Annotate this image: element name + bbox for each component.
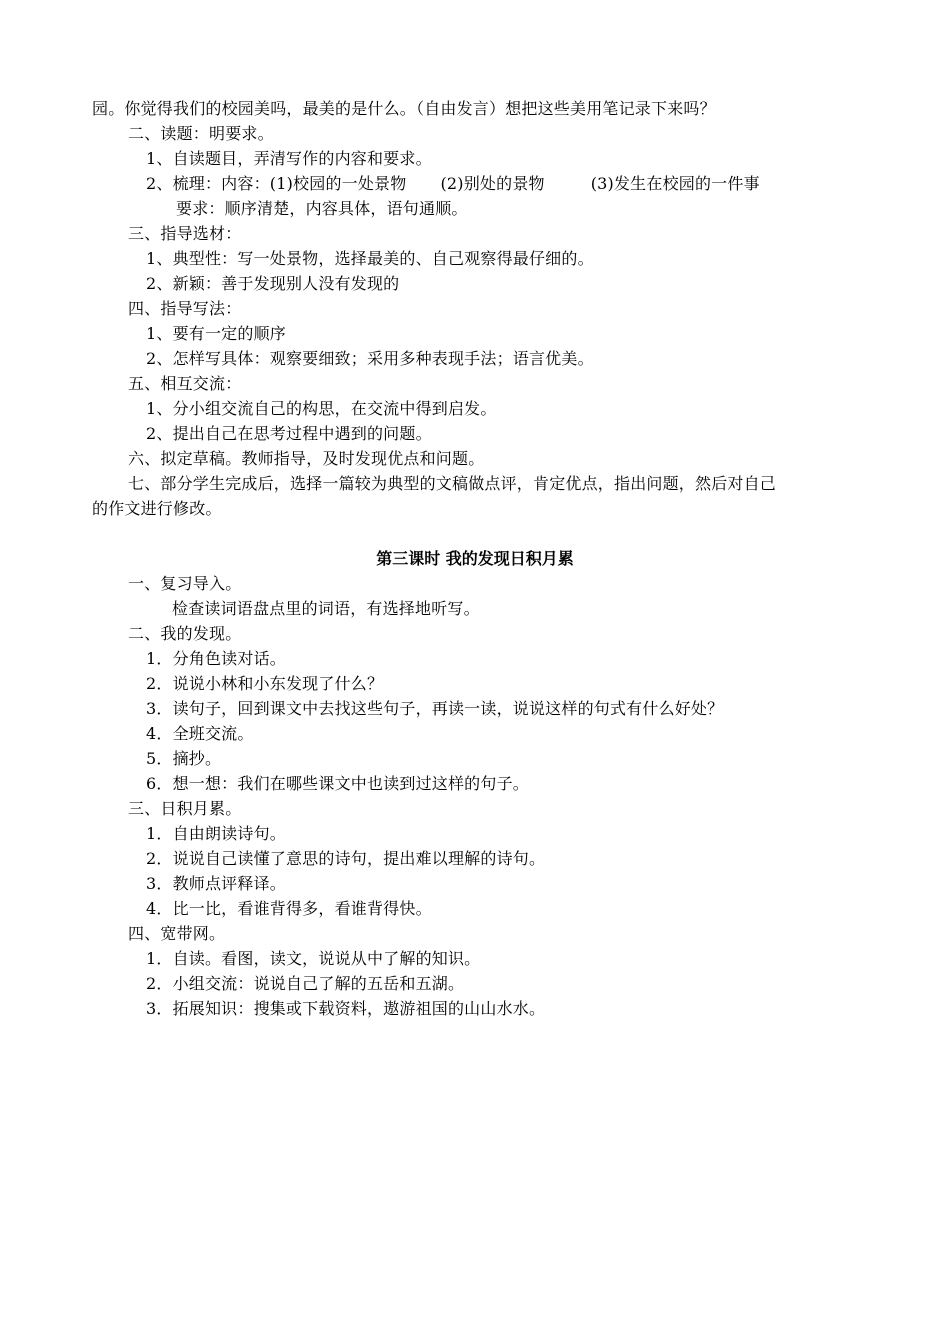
list-item: 2．说说小林和小东发现了什么？ xyxy=(146,674,384,693)
section-3-title: 三、指导选材： xyxy=(128,224,242,243)
content-requirement-3: (3)发生在校园的一件事 xyxy=(590,174,760,193)
list-item: 3．读句子，回到课文中去找这些句子，再读一读，说说这样的句式有什么好处？ xyxy=(146,699,724,718)
intro-line: 园。你觉得我们的校园美吗，最美的是什么。（自由发言）想把这些美用笔记录下来吗？ xyxy=(92,99,716,118)
list-item: 4．全班交流。 xyxy=(146,724,254,743)
list-item: 3．教师点评释译。 xyxy=(146,874,286,893)
list-item: 4．比一比，看谁背得多，看谁背得快。 xyxy=(146,899,432,918)
section-2-item-1: 1、自读题目，弄清写作的内容和要求。 xyxy=(146,149,432,168)
list-item: 1．分角色读对话。 xyxy=(146,649,286,668)
section-4-title: 四、指导写法： xyxy=(128,299,242,318)
section-3-item-2: 2、新颖：善于发现别人没有发现的 xyxy=(146,274,400,293)
section-5-item-2: 2、提出自己在思考过程中遇到的问题。 xyxy=(146,424,432,443)
review-text: 检查读词语盘点里的词语，有选择地听写。 xyxy=(172,599,480,618)
section-7-line-1: 七、部分学生完成后，选择一篇较为典型的文稿做点评，肯定优点，指出问题，然后对自己 xyxy=(128,474,777,493)
section-2-item-2 xyxy=(146,174,760,194)
section-2-title: 二、读题：明要求。 xyxy=(128,124,274,143)
broadband-title: 四、宽带网。 xyxy=(128,924,226,943)
list-item: 3．拓展知识：搜集或下载资料，遨游祖国的山山水水。 xyxy=(146,999,546,1018)
list-item: 2．说说自己读懂了意思的诗句，提出难以理解的诗句。 xyxy=(146,849,546,868)
accumulation-title: 三、日积月累。 xyxy=(128,799,242,818)
section-5-title: 五、相互交流： xyxy=(128,374,242,393)
discovery-title: 二、我的发现。 xyxy=(128,624,242,643)
section-4-item-1: 1、要有一定的顺序 xyxy=(146,324,286,343)
section-5-item-1: 1、分小组交流自己的构思，在交流中得到启发。 xyxy=(146,399,497,418)
list-item: 5．摘抄。 xyxy=(146,749,222,768)
list-item: 1．自读。看图，读文，说说从中了解的知识。 xyxy=(146,949,481,968)
section-3-item-1: 1、典型性：写一处景物，选择最美的、自己观察得最仔细的。 xyxy=(146,249,594,268)
review-title: 一、复习导入。 xyxy=(128,574,242,593)
list-item: 2．小组交流：说说自己了解的五岳和五湖。 xyxy=(146,974,465,993)
list-item: 1．自由朗读诗句。 xyxy=(146,824,286,843)
content-requirement-1: 2、梳理：内容：(1)校园的一处景物 xyxy=(146,174,407,193)
section-6-title: 六、拟定草稿。教师指导，及时发现优点和问题。 xyxy=(128,449,485,468)
list-item: 6．想一想：我们在哪些课文中也读到过这样的句子。 xyxy=(146,774,529,793)
section-2-requirements: 要求：顺序清楚，内容具体，语句通顺。 xyxy=(176,199,468,218)
lesson-heading: 第三课时 我的发现日积月累 xyxy=(376,549,574,568)
section-4-item-2: 2、怎样写具体：观察要细致；采用多种表现手法；语言优美。 xyxy=(146,349,594,368)
content-requirement-2: (2)别处的景物 xyxy=(440,174,545,193)
section-7-line-2: 的作文进行修改。 xyxy=(92,499,222,518)
